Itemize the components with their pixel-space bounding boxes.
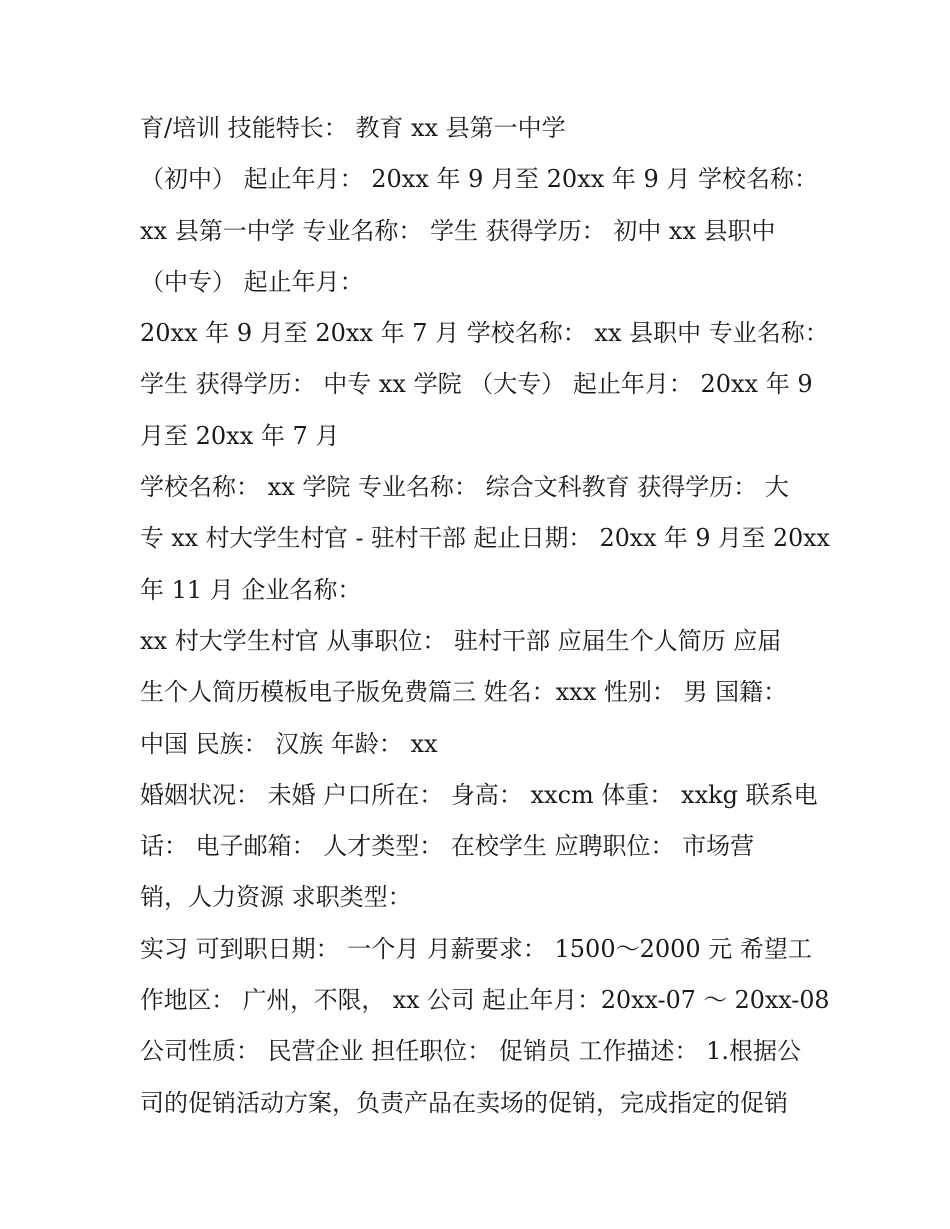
- text-line-8: 学校名称： xx 学院 专业名称： 综合文科教育 获得学历： 大: [140, 473, 789, 502]
- text-line-9: 专 xx 村大学生村官 - 驻村干部 起止日期： 20xx 年 9 月至 20xx: [140, 524, 830, 553]
- text-line-17: 实习 可到职日期： 一个月 月薪要求： 1500～2000 元 希望工: [140, 934, 812, 963]
- text-line-15: 话： 电子邮箱： 人才类型： 在校学生 应聘职位： 市场营: [140, 832, 755, 861]
- text-line-13: 中国 民族： 汉族 年龄： xx: [140, 729, 438, 758]
- text-line-6: 学生 获得学历： 中专 xx 学院 （大专） 起止年月： 20xx 年 9: [140, 370, 813, 399]
- text-line-7: 月至 20xx 年 7 月: [140, 421, 340, 450]
- text-line-2: （初中） 起止年月： 20xx 年 9 月至 20xx 年 9 月 学校名称：: [140, 165, 819, 194]
- text-line-18: 作地区： 广州，不限， xx 公司 起止年月：20xx-07 ～ 20xx-08: [140, 986, 830, 1015]
- text-line-4: （中专） 起止年月：: [140, 267, 364, 296]
- text-line-14: 婚姻状况： 未婚 户口所在： 身高： xxcm 体重： xxkg 联系电: [140, 780, 818, 809]
- text-line-10: 年 11 月 企业名称：: [140, 575, 362, 604]
- text-line-12: 生个人简历模板电子版免费篇三 姓名：xxx 性别： 男 国籍：: [140, 678, 788, 707]
- text-line-11: xx 村大学生村官 从事职位： 驻村干部 应届生个人简历 应届: [140, 626, 782, 655]
- text-line-5: 20xx 年 9 月至 20xx 年 7 月 学校名称： xx 县职中 专业名称：: [140, 319, 829, 348]
- text-line-1: 育/培训 技能特长： 教育 xx 县第一中学: [140, 114, 566, 142]
- text-line-3: xx 县第一中学 专业名称： 学生 获得学历： 初中 xx 县职中: [140, 216, 776, 245]
- text-line-19: 公司性质： 民营企业 担任职位： 促销员 工作描述： 1.根据公: [140, 1037, 802, 1066]
- body-text: [140, 103, 830, 1129]
- text-line-16: 销，人力资源 求职类型：: [140, 883, 412, 912]
- text-line-20: 司的促销活动方案，负责产品在卖场的促销，完成指定的促销: [140, 1088, 788, 1117]
